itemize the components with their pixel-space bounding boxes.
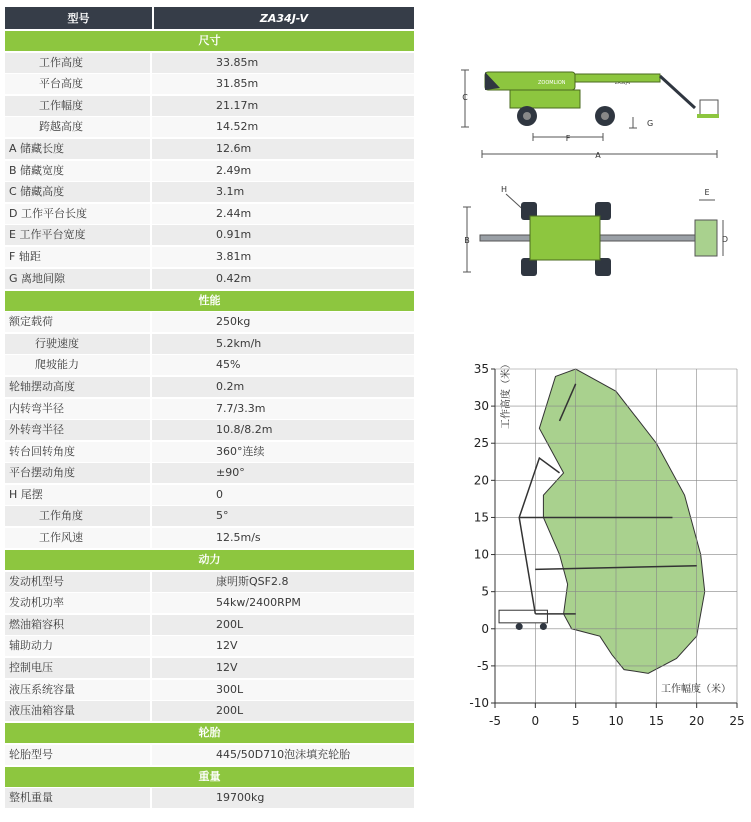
spec-row <box>5 139 414 159</box>
spec-label: A 储藏长度 <box>5 139 150 159</box>
y-tick-label: 35 <box>473 362 489 376</box>
section-header: 性能 <box>5 291 414 311</box>
spec-value: 200L <box>152 615 414 635</box>
spec-label: 行驶速度 <box>5 334 150 354</box>
spec-value: 54kw/2400RPM <box>152 593 414 613</box>
spec-row <box>5 463 414 483</box>
working-range-chart <box>455 355 745 750</box>
spec-label: 转台回转角度 <box>5 442 150 462</box>
spec-label: 整机重量 <box>5 788 150 808</box>
dim-f: F <box>565 134 571 143</box>
side-view-diagram <box>455 60 730 165</box>
spec-row <box>5 615 414 635</box>
dim-a: A <box>595 151 601 160</box>
spec-header <box>5 7 414 29</box>
spec-label: 外转弯半径 <box>5 420 150 440</box>
spec-label: 燃油箱容积 <box>5 615 150 635</box>
spec-label: B 储藏宽度 <box>5 161 150 181</box>
spec-value: ±90° <box>152 463 414 483</box>
spec-label: 工作角度 <box>5 506 150 526</box>
dim-h: H <box>501 185 508 194</box>
y-tick-label: 25 <box>473 436 489 451</box>
spec-row <box>5 96 414 116</box>
spec-row <box>5 117 414 137</box>
spec-label: 平台高度 <box>5 74 150 94</box>
y-tick-label: 10 <box>473 547 489 562</box>
spec-row <box>5 334 414 354</box>
x-tick-label: 0 <box>531 714 540 728</box>
dim-d: D <box>721 235 728 244</box>
spec-label: 工作幅度 <box>5 96 150 116</box>
spec-label: D 工作平台长度 <box>5 204 150 224</box>
spec-value: 康明斯QSF2.8 <box>152 572 414 592</box>
spec-value: 200L <box>152 701 414 721</box>
spec-row <box>5 225 414 245</box>
dim-g: G <box>647 119 654 128</box>
spec-row <box>5 485 414 505</box>
spec-value: 0.2m <box>152 377 414 397</box>
y-tick-label: 0 <box>481 621 489 636</box>
y-tick-label: 15 <box>473 510 489 525</box>
spec-row <box>5 528 414 548</box>
spec-value: 12V <box>152 636 414 656</box>
y-tick-label: 5 <box>481 584 489 599</box>
spec-value: 0.42m <box>152 269 414 289</box>
machine-body <box>499 610 547 623</box>
spec-value: 300L <box>152 680 414 700</box>
y-axis-label: 工作高度（米） <box>501 359 512 429</box>
spec-value: 12.5m/s <box>152 528 414 548</box>
x-tick-label: 15 <box>648 714 664 728</box>
spec-value: 0.91m <box>152 225 414 245</box>
spec-row <box>5 204 414 224</box>
spec-row <box>5 442 414 462</box>
spec-row <box>5 182 414 202</box>
spec-label: 跨越高度 <box>5 117 150 137</box>
spec-value: 5° <box>152 506 414 526</box>
dim-b: B <box>464 236 470 245</box>
spec-row <box>5 53 414 73</box>
working-envelope <box>539 369 704 673</box>
spec-value: 14.52m <box>152 117 414 137</box>
spec-value: 2.44m <box>152 204 414 224</box>
spec-row <box>5 658 414 678</box>
spec-value: 33.85m <box>152 53 414 73</box>
spec-label: E 工作平台宽度 <box>5 225 150 245</box>
spec-row <box>5 399 414 419</box>
spec-row <box>5 420 414 440</box>
spec-row <box>5 788 414 808</box>
brand-text: ZOOMLION <box>538 80 566 86</box>
y-tick-label: 20 <box>473 473 489 488</box>
spec-label: G 离地间隙 <box>5 269 150 289</box>
spec-label: 内转弯半径 <box>5 399 150 419</box>
spec-label: C 储藏高度 <box>5 182 150 202</box>
spec-value: 0 <box>152 485 414 505</box>
section-header: 尺寸 <box>5 31 414 51</box>
spec-label: H 尾摆 <box>5 485 150 505</box>
spec-value: 250kg <box>152 312 414 332</box>
spec-row <box>5 572 414 592</box>
spec-label: 平台摆动角度 <box>5 463 150 483</box>
spec-label: 液压油箱容量 <box>5 701 150 721</box>
y-tick-label: -5 <box>477 658 489 673</box>
spec-label: 爬坡能力 <box>5 355 150 375</box>
spec-value: 7.7/3.3m <box>152 399 414 419</box>
machine-wheel <box>540 623 547 630</box>
spec-label: 液压系统容量 <box>5 680 150 700</box>
spec-row <box>5 506 414 526</box>
x-tick-label: -5 <box>489 714 501 728</box>
spec-value: 360°连续 <box>152 442 414 462</box>
x-axis-label: 工作幅度（米） <box>661 683 731 695</box>
spec-value: 5.2km/h <box>152 334 414 354</box>
x-tick-label: 20 <box>689 714 705 728</box>
spec-value: 12.6m <box>152 139 414 159</box>
model-col-label: 型号 <box>67 12 90 25</box>
spec-row <box>5 74 414 94</box>
y-tick-label: -10 <box>469 696 489 710</box>
spec-row <box>5 377 414 397</box>
spec-row <box>5 247 414 267</box>
spec-value: 2.49m <box>152 161 414 181</box>
x-tick-label: 10 <box>608 714 624 728</box>
spec-label: 发动机型号 <box>5 572 150 592</box>
section-header: 动力 <box>5 550 414 570</box>
spec-row <box>5 701 414 721</box>
spec-label: 发动机功率 <box>5 593 150 613</box>
spec-label: 额定载荷 <box>5 312 150 332</box>
spec-value: 12V <box>152 658 414 678</box>
spec-value: 31.85m <box>152 74 414 94</box>
spec-label: 轮轴摆动高度 <box>5 377 150 397</box>
spec-value: 10.8/8.2m <box>152 420 414 440</box>
spec-label: 控制电压 <box>5 658 150 678</box>
dim-c: C <box>462 93 468 102</box>
spec-row <box>5 269 414 289</box>
y-tick-label: 30 <box>473 399 489 414</box>
spec-row <box>5 593 414 613</box>
spec-label: 工作风速 <box>5 528 150 548</box>
section-header: 重量 <box>5 767 414 787</box>
spec-label: F 轴距 <box>5 247 150 267</box>
spec-row <box>5 355 414 375</box>
spec-value: 3.81m <box>152 247 414 267</box>
spec-value: 445/50D710泡沫填充轮胎 <box>152 745 414 765</box>
spec-row <box>5 161 414 181</box>
spec-row <box>5 680 414 700</box>
model-name: ZA34J-V <box>259 11 309 25</box>
spec-value: 3.1m <box>152 182 414 202</box>
top-view-diagram <box>455 182 730 282</box>
section-header: 轮胎 <box>5 723 414 743</box>
spec-row <box>5 636 414 656</box>
spec-row <box>5 312 414 332</box>
spec-table <box>5 7 414 808</box>
x-tick-label: 25 <box>729 714 745 728</box>
spec-label: 辅助动力 <box>5 636 150 656</box>
spec-label: 工作高度 <box>5 53 150 73</box>
spec-label: 轮胎型号 <box>5 745 150 765</box>
spec-value: 21.17m <box>152 96 414 116</box>
spec-value: 19700kg <box>152 788 414 808</box>
x-tick-label: 5 <box>571 714 580 728</box>
spec-value: 45% <box>152 355 414 375</box>
machine-wheel <box>516 623 523 630</box>
dim-e: E <box>704 188 710 197</box>
spec-row <box>5 745 414 765</box>
